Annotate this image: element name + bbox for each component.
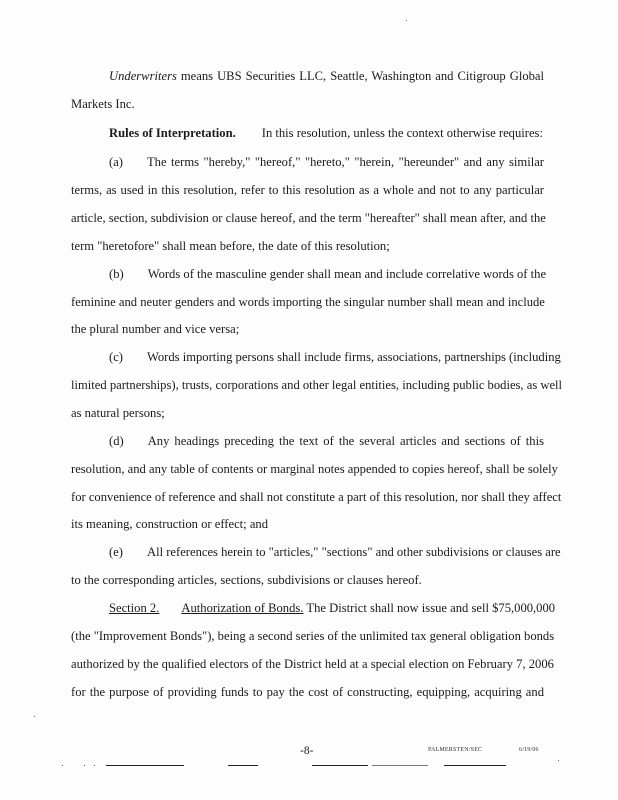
underwriters-line-2: Markets Inc. [71,97,135,111]
clause-b-text-1: Words of the masculine gender shall mean and include correlative words of the [147,267,547,281]
scan-speck [94,765,95,766]
clause-d-label: (d) [109,434,124,448]
clause-a-text-1: The terms "hereby," "hereof," "hereto," "herein, "hereunder" and any similar [146,155,544,169]
underwriters-line-1 [71,69,544,84]
footer-document-code: PALMERSTEN/SEC [428,747,483,753]
footer-date-code: 6/19/06 [519,747,539,753]
page-number: -8- [300,745,314,757]
clause-c-text-1: Words importing persons shall include firms, associations, partnerships (including [146,350,561,364]
section-2-line-3: authorized by the qualified electors of the District held at a special election on February 7, 2006 [71,657,554,671]
clause-e-label: (e) [109,545,123,559]
scan-speck [62,765,63,766]
clause-b-label: (b) [109,267,124,281]
clause-c-line-1 [71,350,561,365]
footer-rule-2 [228,765,258,766]
clause-b-line-3: the plural number and vice versa; [71,322,240,336]
clause-d-line-2: resolution, and any table of contents or marginal notes appended to copies hereof, shall be solely [71,462,558,476]
footer-rule-5 [444,765,506,766]
clause-c-line-2: limited partnerships), trusts, corporations and other legal entities, including public bodies, as well [71,378,563,392]
clause-e-line-1 [71,545,561,560]
rules-heading: Rules of Interpretation. [109,126,236,140]
clause-a-line-3: article, section, subdivision or clause hereof, and the term "hereafter" shall mean after, and the [71,211,546,225]
rules-heading-line [71,126,543,141]
clause-b-line-2: feminine and neuter genders and words importing the singular number shall mean and include [71,295,545,309]
clause-b-line-1 [71,267,547,282]
clause-a-line-4: term "heretofore" shall mean before, the date of this resolution; [71,239,390,253]
section-2-line-1 [71,601,556,616]
clause-d-line-4: its meaning, construction or effect; and [71,517,269,531]
clause-a-line-1 [71,155,544,170]
clause-e-text-1: All references herein to "articles," "sections" and other subdivisions or clauses are [146,545,561,559]
section-2-text-1: The District shall now issue and sell $75,000,000 [306,601,556,615]
clause-d-text-1: Any headings preceding the text of the several articles and sections of this [147,434,544,448]
scan-speck [406,20,407,21]
footer-rule-1 [106,765,184,766]
clause-c-label: (c) [109,350,123,364]
clause-e-line-2: to the corresponding articles, sections, subdivisions or clauses hereof. [71,573,422,587]
scan-speck [34,716,35,717]
footer-rule-3 [312,765,368,766]
clause-d-line-1 [71,434,544,449]
rules-intro: In this resolution, unless the context otherwise requires: [261,126,543,140]
scan-speck [84,765,85,766]
clause-c-line-3: as natural persons; [71,406,165,420]
clause-d-line-3: for convenience of reference and shall not constitute a part of this resolution, nor shall they affect [71,490,562,504]
scan-speck [558,760,559,761]
section-2-label: Section 2. [109,601,160,615]
section-2-heading: Authorization of Bonds. [181,601,304,615]
clause-a-label: (a) [109,155,123,169]
underwriters-definition-text: means UBS Securities LLC, Seattle, Washington and Citigroup Global [180,69,544,83]
section-2-line-2: (the "Improvement Bonds"), being a second series of the unlimited tax general obligation bonds [71,629,555,643]
defined-term-underwriters: Underwriters [109,69,177,83]
section-2-line-4: for the purpose of providing funds to pay the cost of constructing, equipping, acquiring and [71,685,544,699]
footer-rule-4 [372,765,428,766]
clause-a-line-2: terms, as used in this resolution, refer to this resolution as a whole and not to any particular [71,183,544,197]
